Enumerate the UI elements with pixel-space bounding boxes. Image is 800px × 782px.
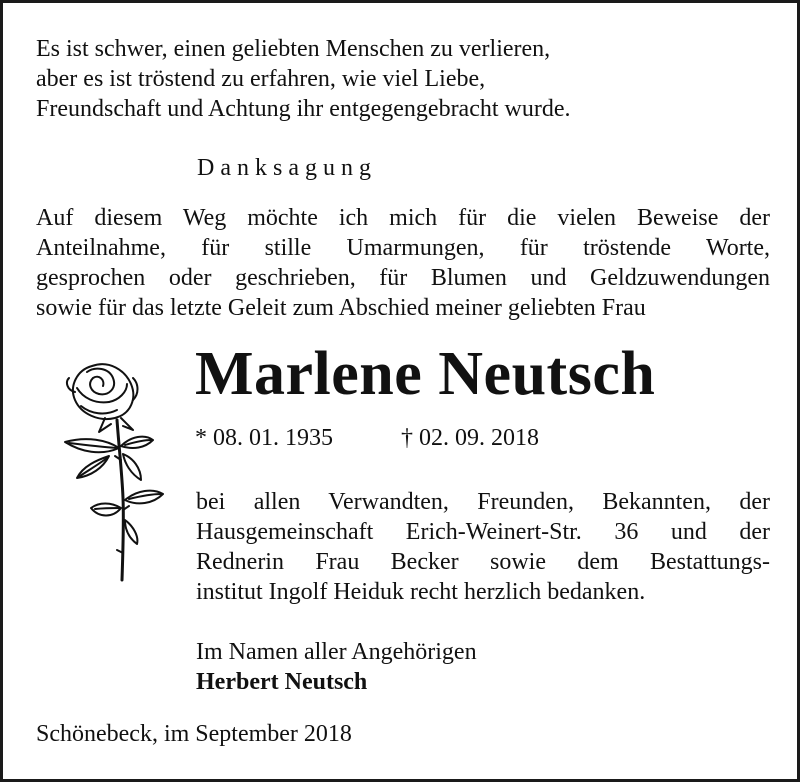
body-line: Hausgemeinschaft Erich-Weinert-Str. 36 und der xyxy=(196,519,770,545)
body-line: Anteilnahme, für stille Umarmungen, für tröstende Worte, xyxy=(36,235,770,261)
body-line: Rednerin Frau Becker sowie dem Bestattungs- xyxy=(196,549,770,575)
body-line: bei allen Verwandten, Freunden, Bekannten, der xyxy=(196,489,770,515)
deceased-name: Marlene Neutsch xyxy=(195,340,656,408)
body-line: sowie für das letzte Geleit zum Abschied meiner geliebten Frau xyxy=(36,295,646,321)
death-date: † 02. 09. 2018 xyxy=(401,425,539,451)
signer-name: Herbert Neutsch xyxy=(196,669,368,695)
thanks-body-first xyxy=(36,203,770,323)
place-and-date: Schönebeck, im September 2018 xyxy=(36,721,352,747)
birth-date: * 08. 01. 1935 xyxy=(195,425,333,451)
thanks-body-second xyxy=(196,487,770,607)
thanks-heading: Danksagung xyxy=(197,155,377,181)
intro-line: Freundschaft und Achtung ihr entgegengebracht wurde. xyxy=(36,96,571,122)
intro-line: aber es ist tröstend zu erfahren, wie viel Liebe, xyxy=(36,66,486,92)
body-line: institut Ingolf Heiduk recht herzlich bedanken. xyxy=(196,579,646,605)
body-line: gesprochen oder geschrieben, für Blumen und Geldzuwendungen xyxy=(36,265,770,291)
intro-text xyxy=(36,34,571,124)
intro-line: Es ist schwer, einen geliebten Menschen zu verlieren, xyxy=(36,36,551,62)
rose-icon xyxy=(47,348,172,583)
on-behalf-line: Im Namen aller Angehörigen xyxy=(196,639,477,665)
body-line: Auf diesem Weg möchte ich mich für die vielen Beweise der xyxy=(36,205,770,231)
